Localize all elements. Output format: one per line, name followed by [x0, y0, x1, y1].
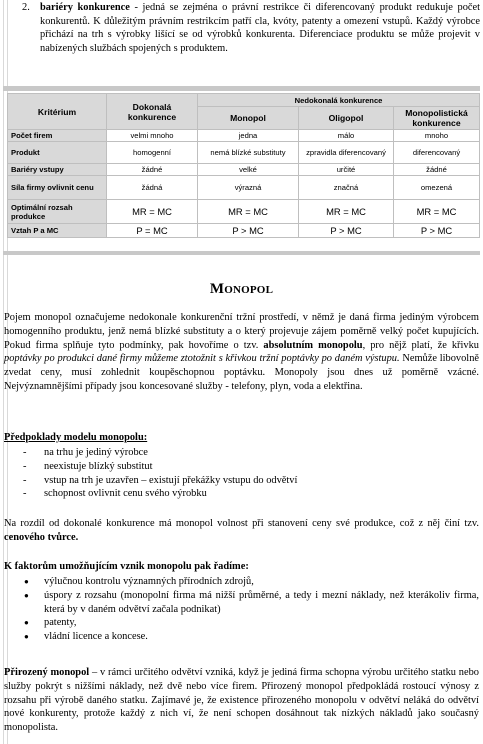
natural-monopoly-paragraph — [4, 666, 479, 735]
intro-text: Pojem monopol označujeme nedokonale konkurenční tržní prostředí, v němž je daná firma jediným výrobcem homogenního produktu, jenž nemá blízké substituty a o který projevuje zájem poměrně velký počet kupujících. Pokud firma splňuje tyto podmínky, pak hovoříme o tzv. — [4, 312, 479, 351]
cell-perfect: žádné — [107, 164, 198, 176]
page-title: Monopol — [209, 281, 274, 297]
assumptions-heading: Předpoklady modelu monopolu: — [4, 432, 148, 443]
list-item: - neexistuje blízký substitut — [4, 460, 474, 474]
term-barriers: bariéry konkurence — [40, 2, 130, 13]
cell-oligopoly: značná — [299, 176, 394, 200]
assumptions-list — [4, 446, 474, 501]
cell-oligopoly: málo — [299, 130, 394, 142]
row-criterion: Počet firem — [8, 130, 107, 142]
row-criterion: Vztah P a MC — [8, 224, 107, 238]
natural-monopoly-text: – v rámci určitého odvětví vzniká, když je jediná firma schopna výrobu určitého statku nebo služby pokrýt s nižšími náklady, než dvě nebo více firem. Přirozený monopol předpokládá rostoucí výnosy z rozsahu při výrobě daného statku. Zajímavé je, že existence přirozeného monopolu v odvětví neláká do odvětví nové konkurenty, protože každý z nich ví, že není schopen dosáhnout tak nízkých nákladů jako současný monopolista. — [4, 667, 479, 734]
table-row — [8, 224, 480, 238]
cell-monopolistic: žádné — [394, 164, 480, 176]
table-row — [8, 176, 480, 200]
header-monopolistic: Monopolistická konkurence — [394, 107, 480, 130]
cell-monopoly: MR = MC — [198, 200, 299, 224]
term-price-maker: cenového tvůrce. — [4, 531, 79, 543]
pricing-paragraph — [4, 517, 479, 545]
section-divider-bar — [3, 86, 480, 91]
cell-oligopoly: zpravidla diferencovaný — [299, 142, 394, 164]
header-oligopoly: Oligopol — [299, 107, 394, 130]
list-item: - na trhu je jediný výrobce — [4, 446, 474, 460]
barriers-text: - jedná se zejména o právní restrikce či diferencovaný produkt redukuje počet konkurentů. K důležitým právním restrikcím patří cla, kvóty, patenty a omezení vstupů. Každý výrobce přichází na trh s výrobky lišící se od výrobků konkurenta. Diferenciace produktu se může projevit v nabízených službách spojených s produktem. — [40, 2, 481, 54]
table-row — [8, 142, 480, 164]
list-item: ● vládní licence a koncese. — [4, 630, 479, 644]
cell-oligopoly: MR = MC — [299, 200, 394, 224]
cell-perfect: žádná — [107, 176, 198, 200]
table-row — [8, 200, 480, 224]
list-item: ● výlučnou kontrolu významných přírodních zdrojů, — [4, 575, 479, 589]
factors-heading — [4, 561, 249, 572]
term-natural-monopoly: Přirozený monopol — [4, 667, 90, 678]
cell-perfect: homogenní — [107, 142, 198, 164]
cell-monopolistic: omezená — [394, 176, 480, 200]
header-imperfect-competition: Nedokonalá konkurence — [198, 94, 480, 107]
cell-monopoly: P > MC — [198, 224, 299, 238]
list-item-body — [40, 1, 480, 55]
factors-heading-text: K faktorům umožňujícím vznik monopolu pak řadíme: — [4, 561, 249, 572]
term-absolute-monopoly: absolutním monopolu — [263, 339, 363, 351]
header-monopoly: Monopol — [198, 107, 299, 130]
cell-monopolistic: P > MC — [394, 224, 480, 238]
table-row — [8, 130, 480, 142]
row-criterion: Produkt — [8, 142, 107, 164]
cell-monopolistic: diferencovaný — [394, 142, 480, 164]
table-row — [8, 164, 480, 176]
cell-monopolistic: mnoho — [394, 130, 480, 142]
cell-perfect: MR = MC — [107, 200, 198, 224]
cell-monopolistic: MR = MC — [394, 200, 480, 224]
factors-list — [4, 575, 479, 644]
list-item: - vstup na trh je uzavřen – existují překážky vstupu do odvětví — [4, 474, 474, 488]
market-structure-table — [7, 93, 480, 238]
cell-oligopoly: P > MC — [299, 224, 394, 238]
cell-oligopoly: určité — [299, 164, 394, 176]
list-number: 2. — [22, 2, 30, 13]
cell-monopoly: výrazná — [198, 176, 299, 200]
intro-italic-text: poptávky po produkci dané firmy můžeme ztotožnit s křivkou tržní poptávky po daném výstupu. — [4, 353, 400, 365]
list-item: ● patenty, — [4, 616, 479, 630]
row-criterion: Optimální rozsah produkce — [8, 200, 107, 224]
list-item: - schopnost ovlivnit cenu svého výrobku — [4, 487, 474, 501]
cell-monopoly: velké — [198, 164, 299, 176]
intro-paragraph — [4, 311, 479, 394]
list-item: ● úspory z rozsahu (monopolní firma má nižší průměrné, a tedy i mezní náklady, než kterákoliv firma, která by v daném odvětví začala podnikat) — [4, 589, 479, 617]
pricing-text: Na rozdíl od dokonalé konkurence má monopol volnost při stanovení ceny své produkce, což z něj činí tzv. — [4, 518, 479, 529]
cell-perfect: velmi mnoho — [107, 130, 198, 142]
intro-text: Nemůže libovolně zvedat ceny, musí zohlednit koupěschopnou poptávku. Monopoly jsou dnes už poměrně vzácné. Nejvýznamnějšími případy jsou koncesované služby - telefony, plyn, voda a elektřina. — [4, 353, 479, 392]
intro-text: , pro nějž platí, že křivku — [362, 339, 479, 351]
cell-perfect: P = MC — [107, 224, 198, 238]
row-criterion: Bariéry vstupy — [8, 164, 107, 176]
row-criterion: Síla firmy ovlivnit cenu — [8, 176, 107, 200]
header-criterion: Kritérium — [8, 94, 107, 130]
section-divider-bar — [3, 251, 480, 255]
cell-monopoly: jedna — [198, 130, 299, 142]
cell-monopoly: nemá blízké substituty — [198, 142, 299, 164]
header-perfect-competition: Dokonalá konkurence — [107, 94, 198, 130]
